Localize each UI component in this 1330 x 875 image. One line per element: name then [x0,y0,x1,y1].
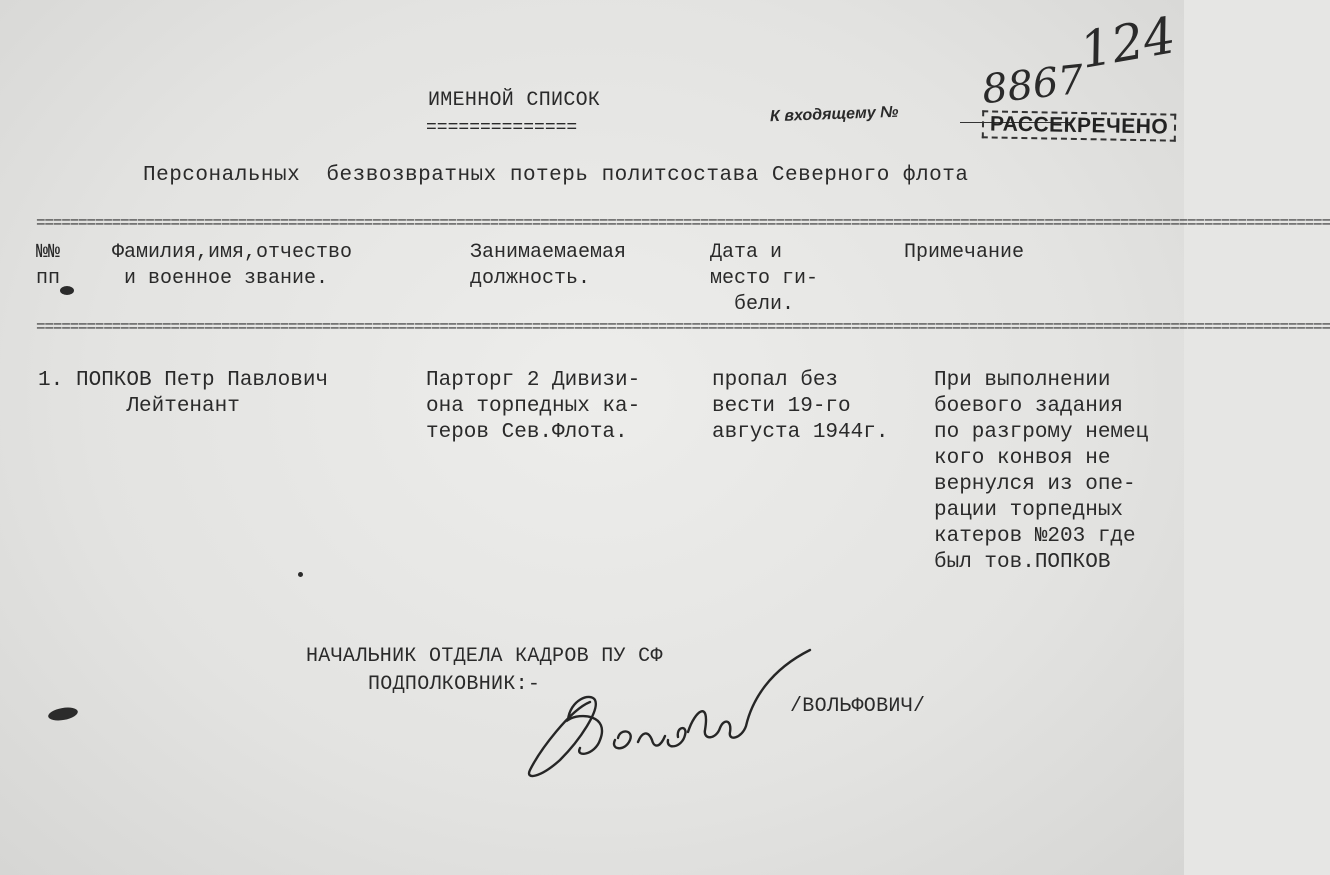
header-note-line: Примечание [904,241,1025,264]
row-note [934,368,1182,576]
header-position-line: Занимаемаемая [470,241,627,264]
row-note-line: кого конвоя не [934,447,1111,470]
corner-number-handwritten: 124 [1075,6,1180,80]
row-death-line: пропал без [712,369,839,392]
table-header-rule: ========================================================================================================================================================== [36,318,1330,336]
signatory-name: /ВОЛЬФОВИЧ/ [790,695,926,718]
header-death [710,240,818,318]
header-num-line: пп [36,267,61,290]
header-position [470,240,626,292]
header-death-line: бели. [710,293,795,316]
header-note [904,240,1024,266]
declassified-stamp: РАССЕКРЕЧЕНО [982,110,1177,141]
ink-smudge [47,705,79,722]
row-note-line: рации торпедных [934,499,1124,522]
header-death-line: место ги- [710,267,819,290]
incoming-number-handwritten: 8867 [979,56,1086,114]
row-position-line: Парторг 2 Дивизи- [426,369,641,392]
row-name-line: Лейтенант [76,395,240,418]
header-name [112,240,352,292]
header-num [36,240,60,292]
row-name [76,368,328,420]
row-note-line: боевого задания [934,395,1124,418]
handwritten-signature [520,640,820,790]
row-death-line: августа 1944г. [712,421,889,444]
row-death [712,368,888,446]
row-note-line: При выполнении [934,369,1111,392]
row-num-text: 1. [38,369,64,392]
document-title: ИМЕННОЙ СПИСОК [428,89,601,112]
header-name-line: и военное звание. [112,267,329,290]
row-name-line: ПОПКОВ Петр Павлович [76,369,329,392]
ink-smudge [60,286,74,295]
header-position-line: должность. [470,267,591,290]
signatory-title: НАЧАЛЬНИК ОТДЕЛА КАДРОВ ПУ СФ [306,645,663,668]
row-note-line: был тов.ПОПКОВ [934,551,1111,574]
row-position [426,368,640,446]
ink-dot [298,572,303,577]
row-death-line: вести 19-го [712,395,851,418]
header-num-line: №№ [36,241,61,264]
header-death-line: Дата и [710,241,783,264]
signatory-rank: ПОДПОЛКОВНИК:- [368,673,541,696]
row-num [38,368,63,394]
title-underline: ============== [426,118,578,138]
table-top-rule: ========================================================================================================================================================== [36,214,1330,232]
row-position-line: она торпедных ка- [426,395,641,418]
row-note-line: катеров №203 где [934,525,1136,548]
document-subtitle: Персональных безвозвратных потерь политсостава Северного флота [143,164,969,187]
row-position-line: теров Сев.Флота. [426,421,628,444]
row-note-line: вернулся из опе- [934,473,1136,496]
incoming-number-stamp: К входящему № [769,103,899,126]
header-name-line: Фамилия,имя,отчество [112,241,353,264]
row-note-line: по разгрому немец [934,421,1149,444]
